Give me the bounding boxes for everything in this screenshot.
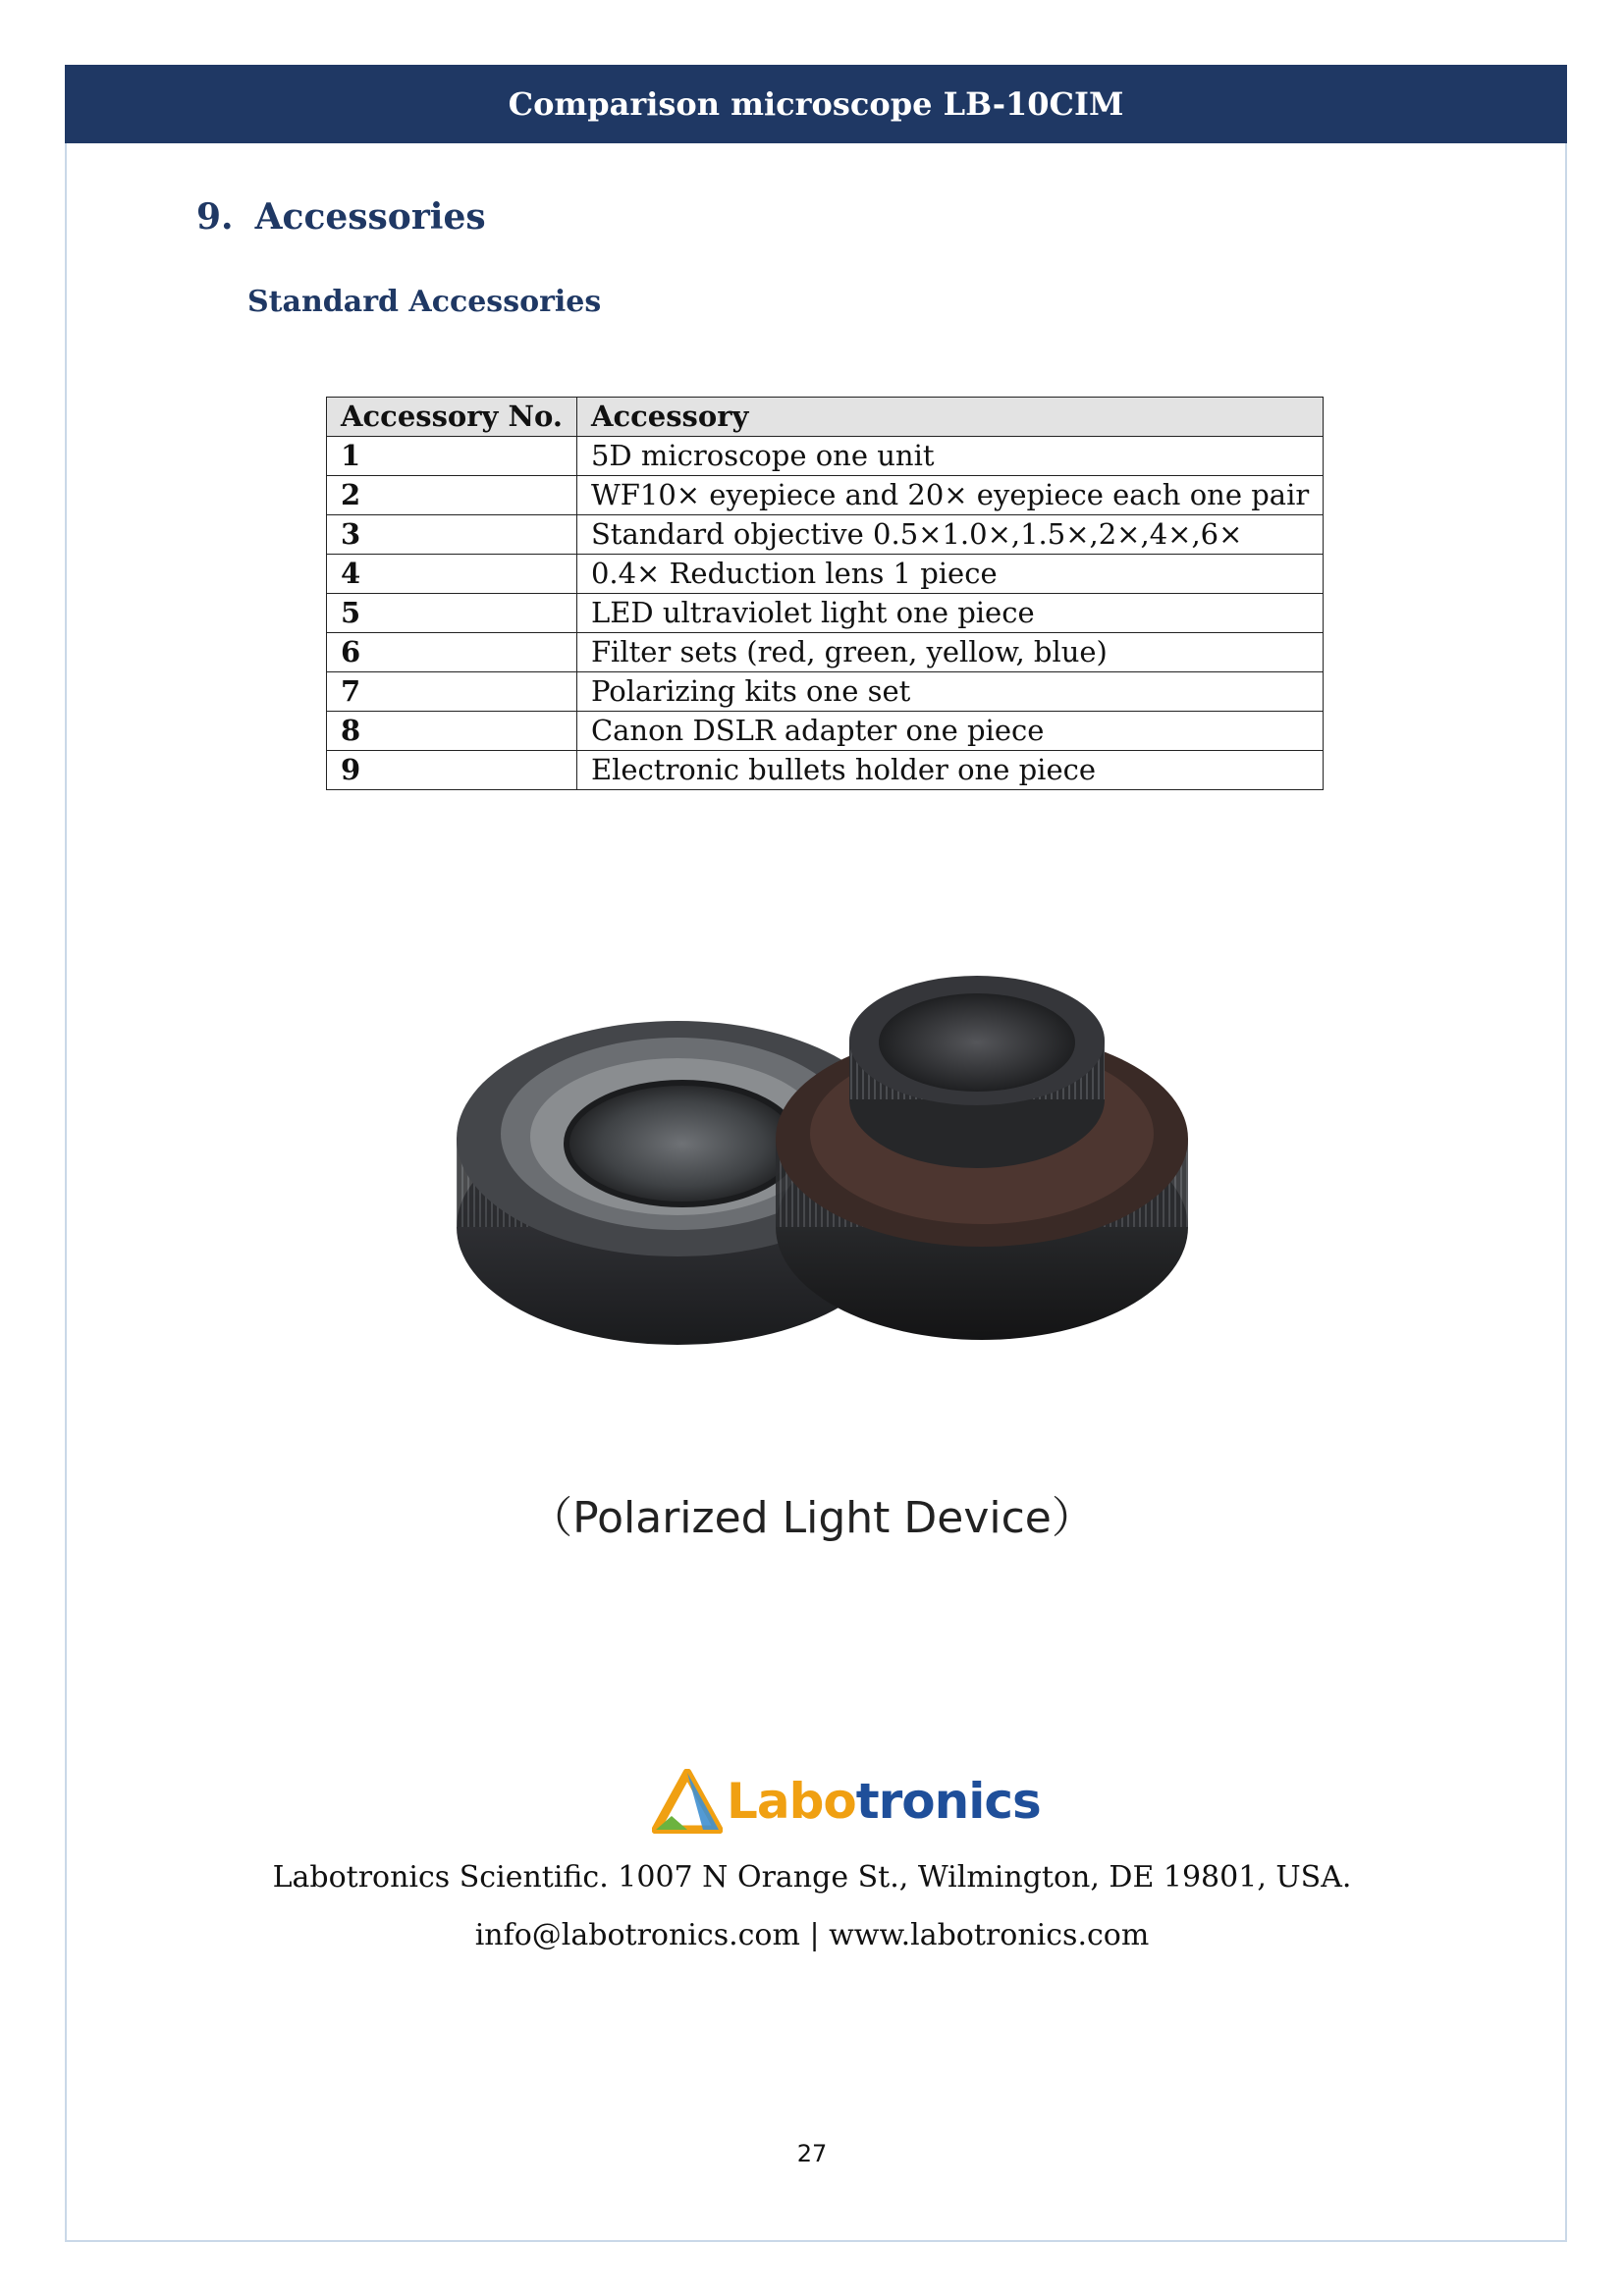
accessories-table <box>326 397 1324 790</box>
company-contact: info@labotronics.com | www.labotronics.com <box>474 1918 1150 1952</box>
table-row <box>327 594 1324 633</box>
accessory-name: Electronic bullets holder one piece <box>576 751 1323 790</box>
header-bar <box>65 65 1567 143</box>
accessory-name: 5D microscope one unit <box>576 437 1323 476</box>
table-row <box>327 712 1324 751</box>
section-number: 9. <box>196 196 234 238</box>
logo-triangle-icon <box>652 1769 723 1834</box>
company-address: Labotronics Scientific. 1007 N Orange St., Wilmington, DE 19801, USA. <box>272 1860 1352 1895</box>
accessory-name: 0.4× Reduction lens 1 piece <box>576 555 1323 594</box>
accessory-name: Canon DSLR adapter one piece <box>576 712 1323 751</box>
table-row <box>327 476 1324 515</box>
table-row <box>327 672 1324 712</box>
table-row <box>327 437 1324 476</box>
polarized-light-device-photo <box>432 942 1208 1374</box>
accessory-name: WF10× eyepiece and 20× eyepiece each one pair <box>576 476 1323 515</box>
subsection-title: Standard Accessories <box>247 285 602 319</box>
table-row <box>327 515 1324 555</box>
table-row <box>327 751 1324 790</box>
table-row <box>327 633 1324 672</box>
table-row <box>327 555 1324 594</box>
logo-wordmark-part1: Labo <box>727 1773 856 1830</box>
accessory-number: 9 <box>327 751 577 790</box>
section-title: Accessories <box>254 196 486 238</box>
labotronics-logo <box>652 1767 1041 1836</box>
figure-caption: （Polarized Light Device） <box>529 1493 1095 1543</box>
accessory-name: LED ultraviolet light one piece <box>576 594 1323 633</box>
accessory-number: 6 <box>327 633 577 672</box>
accessory-name: Polarizing kits one set <box>576 672 1323 712</box>
section-heading <box>196 196 486 238</box>
accessory-number: 2 <box>327 476 577 515</box>
accessory-number: 1 <box>327 437 577 476</box>
accessory-number: 7 <box>327 672 577 712</box>
accessory-name: Standard objective 0.5×1.0×,1.5×,2×,4×,6× <box>576 515 1323 555</box>
page-number: 27 <box>796 2140 828 2167</box>
accessory-number: 8 <box>327 712 577 751</box>
logo-wordmark-part2: tronics <box>855 1773 1041 1830</box>
document-title: Comparison microscope LB-10CIM <box>508 85 1124 123</box>
accessory-number: 3 <box>327 515 577 555</box>
accessory-name: Filter sets (red, green, yellow, blue) <box>576 633 1323 672</box>
table-header-row <box>327 398 1324 437</box>
right-polarizer-unit <box>776 976 1188 1340</box>
logo-wordmark <box>727 1773 1041 1830</box>
accessory-number: 5 <box>327 594 577 633</box>
accessory-number: 4 <box>327 555 577 594</box>
column-header-accessory: Accessory <box>576 398 1323 437</box>
column-header-no: Accessory No. <box>327 398 577 437</box>
